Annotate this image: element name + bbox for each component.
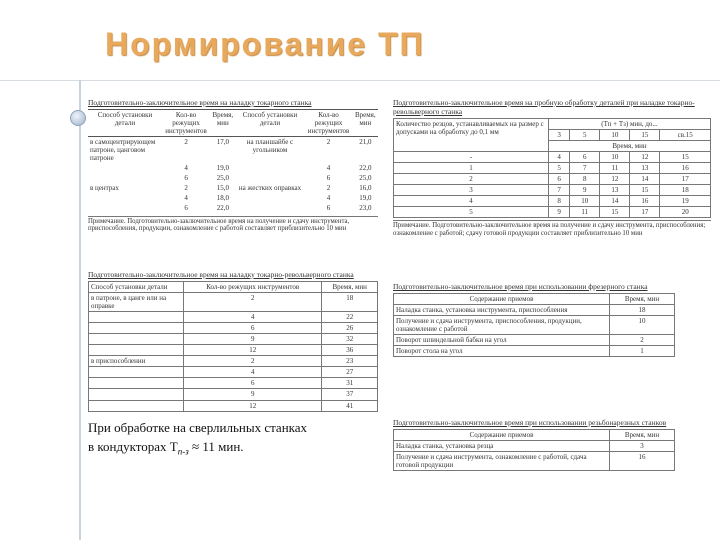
table-cell: Поворот шпиндельной бабки на угол — [394, 335, 610, 346]
drilling-note — [88, 418, 378, 462]
table-cell: 1 — [610, 346, 675, 357]
table-cell: 15,0 — [216, 184, 229, 193]
turret-setup-table — [88, 270, 378, 412]
table-cell: 3 — [610, 441, 675, 452]
col-header: Время, мин — [610, 294, 675, 305]
table-cell — [89, 345, 184, 356]
lathe-setup-table — [88, 98, 378, 233]
table-cell: на жестких оправках — [238, 184, 302, 193]
table-cell: 14 — [600, 196, 630, 207]
table-cell: 17,0 — [216, 138, 229, 147]
table-header-row — [89, 282, 378, 293]
table-cell — [88, 193, 162, 203]
page-title: Нормирование ТП — [105, 26, 425, 62]
table-cell: в самоцентрирующем патроне, цанговом патроне — [90, 138, 156, 163]
col-header: Способ установки детали — [88, 110, 162, 137]
table-cell: 19 — [660, 196, 711, 207]
table-cell: 15 — [660, 152, 711, 163]
turret-trial-note: Примечание. Подготовительно-заключительное время на получение и сдачу инструмента, приспособления; ознакомление с работой; сдачу готовой продукции составляет приблизительно 10 мин — [393, 220, 711, 238]
table-row — [89, 312, 378, 323]
table-cell: 9 — [570, 185, 600, 196]
header-rule — [0, 80, 720, 81]
table-cell: 22,0 — [216, 204, 229, 213]
table-cell: 16 — [610, 452, 675, 471]
table-cell: 22 — [322, 312, 378, 323]
lathe-setup-note: Примечание. Подготовительно-заключительное время на получение и сдачу инструмента, приспособления, продукции, ознакомление с работой составляет приблизительно 10 мин — [88, 216, 378, 234]
table-row — [394, 346, 675, 357]
table-row — [394, 452, 675, 471]
col-header: Способ установки детали — [235, 110, 304, 137]
table-cell — [235, 203, 304, 213]
table-cell: 10 — [600, 152, 630, 163]
milling-caption: Подготовительно-заключительное время при использовании фрезерного станка — [393, 282, 648, 291]
table-cell: 6 — [549, 174, 570, 185]
table-row — [394, 441, 675, 452]
table-cell: 1 — [394, 163, 549, 174]
table-cell — [88, 173, 162, 183]
turret-setup-grid — [88, 281, 378, 412]
table-cell — [89, 378, 184, 389]
turret-trial-caption: Подготовительно-заключительное время на пробную обработку деталей при наладке токарно-револьверного станка — [393, 98, 695, 116]
table-row — [89, 400, 378, 411]
table-cell: 37 — [322, 389, 378, 400]
table-cell: 6 — [184, 378, 322, 389]
table-cell: 6 — [184, 204, 188, 213]
table-cell: 16 — [660, 163, 711, 174]
table-cell: 6 — [326, 204, 331, 213]
table-cell: 6 — [184, 323, 322, 334]
table-cell: Наладка станка, установка инструмента, приспособления — [394, 305, 610, 316]
col-header: Время, мин — [322, 282, 378, 293]
table-cell: 2 — [184, 138, 188, 147]
col-header: Содержание приемов — [394, 294, 610, 305]
table-row — [89, 293, 378, 312]
left-rule — [79, 80, 81, 540]
table-cell: Поворот стола на угол — [394, 346, 610, 357]
table-cell: 5 — [549, 163, 570, 174]
table-cell: 7 — [570, 163, 600, 174]
table-cell: 19,0 — [216, 164, 229, 173]
table-cell — [88, 163, 162, 173]
drilling-note-line2 — [88, 437, 378, 462]
table-row — [89, 323, 378, 334]
table-cell: 7 — [549, 185, 570, 196]
table-cell: 12 — [600, 174, 630, 185]
table-cell: Наладка станка, установка резца — [394, 441, 610, 452]
table-cell: 6 — [184, 174, 188, 183]
table-row — [88, 137, 378, 164]
table-row — [394, 316, 675, 335]
table-cell: 27 — [322, 367, 378, 378]
table-cell: Получение и сдача инструмента, приспособления, продукции, ознакомление с работой — [394, 316, 610, 335]
table-cell: 18,0 — [216, 194, 229, 203]
table-row — [394, 196, 711, 207]
table-cell: 25,0 — [216, 174, 229, 183]
table-cell: 16 — [630, 196, 660, 207]
table-cell — [235, 173, 304, 183]
table-cell: 9 — [184, 389, 322, 400]
table-cell: 13 — [600, 185, 630, 196]
milling-table — [393, 282, 675, 357]
table-cell: 8 — [570, 174, 600, 185]
table-header-row — [394, 119, 711, 130]
table-cell: 21,0 — [359, 138, 372, 147]
col-header: Кол-во режущих инструментов — [162, 110, 210, 137]
table-cell: 13 — [630, 163, 660, 174]
table-cell: 16,0 — [359, 184, 372, 193]
table-cell: 22,0 — [359, 164, 372, 173]
table-cell: 10 — [570, 196, 600, 207]
table-cell: 4 — [184, 194, 188, 203]
table-cell: 4 — [549, 152, 570, 163]
turret-trial-table — [393, 98, 711, 238]
table-cell: 4 — [326, 164, 331, 173]
table-cell: 12 — [184, 345, 322, 356]
table-cell: 5 — [394, 207, 549, 218]
table-row — [394, 305, 675, 316]
table-row — [394, 207, 711, 218]
table-row — [89, 334, 378, 345]
drilling-note-b: ≈ 11 мин. — [188, 439, 244, 454]
table-cell: 4 — [184, 312, 322, 323]
table-row — [394, 152, 711, 163]
table-cell — [235, 163, 304, 173]
table-cell: в центрах — [90, 184, 119, 193]
table-row — [394, 335, 675, 346]
col-header: 5 — [570, 130, 600, 141]
table-cell: 2 — [184, 293, 322, 312]
table-cell: 18 — [610, 305, 675, 316]
table-cell: 6 — [326, 174, 331, 183]
table-cell: 31 — [322, 378, 378, 389]
table-cell: 26 — [322, 323, 378, 334]
table-cell: в патроне, в цанге или на оправке — [89, 293, 184, 312]
table-row — [89, 356, 378, 367]
table-row — [88, 183, 378, 193]
col-header: св.15 — [660, 130, 711, 141]
table-cell: 4 — [184, 367, 322, 378]
table-cell — [89, 400, 184, 411]
table-cell: 10 — [610, 316, 675, 335]
threading-caption: Подготовительно-заключительное время при использовании резьбонарезных станков — [393, 418, 667, 427]
drilling-note-sub: п-з — [177, 446, 189, 457]
table-cell: 20 — [660, 207, 711, 218]
table-cell — [89, 367, 184, 378]
table-cell: 15 — [630, 185, 660, 196]
table-cell: 2 — [184, 356, 322, 367]
table-row — [394, 163, 711, 174]
table-cell: 9 — [549, 207, 570, 218]
col-header: 3 — [549, 130, 570, 141]
table-cell: 36 — [322, 345, 378, 356]
threading-grid — [393, 429, 675, 471]
table-cell: 6 — [570, 152, 600, 163]
col-header: Количество резцов, устанавливаемых на размер с допусками на обработку до 0,1 мм — [394, 119, 549, 152]
table-row — [394, 185, 711, 196]
table-cell: в приспособлении — [89, 356, 184, 367]
table-cell: 14 — [630, 174, 660, 185]
drilling-note-line1: При обработке на сверлильных станках — [88, 420, 308, 435]
table-row — [89, 389, 378, 400]
col-header: Время, мин — [549, 141, 711, 152]
table-cell: 17 — [630, 207, 660, 218]
table-header-row — [394, 430, 675, 441]
table-cell: 12 — [184, 400, 322, 411]
col-header: Содержание приемов — [394, 430, 610, 441]
table-cell — [89, 334, 184, 345]
table-row — [88, 163, 378, 173]
table-cell: 4 — [326, 194, 331, 203]
col-header: 15 — [630, 130, 660, 141]
table-cell: 19,0 — [359, 194, 372, 203]
table-cell: 2 — [326, 184, 331, 193]
bullet-dot — [70, 110, 86, 126]
table-cell: 11 — [570, 207, 600, 218]
table-cell: 3 — [394, 185, 549, 196]
table-cell: 2 — [610, 335, 675, 346]
col-header: Способ установки детали — [89, 282, 184, 293]
table-row — [88, 193, 378, 203]
table-cell: - — [394, 152, 549, 163]
col-header: (Тп + Тз) мин, до... — [549, 119, 711, 130]
turret-setup-caption: Подготовительно-заключительное время на наладку токарно-револьверного станка — [88, 270, 354, 279]
col-header: Время, мин — [210, 110, 235, 137]
table-cell — [88, 203, 162, 213]
table-cell — [89, 389, 184, 400]
table-cell: 15 — [600, 207, 630, 218]
table-cell: 11 — [600, 163, 630, 174]
table-cell: 8 — [549, 196, 570, 207]
table-cell: 23,0 — [359, 204, 372, 213]
table-cell: 4 — [394, 196, 549, 207]
table-cell: 9 — [184, 334, 322, 345]
drilling-note-a: в кондукторах T — [88, 439, 178, 454]
table-cell: 17 — [660, 174, 711, 185]
table-cell — [89, 312, 184, 323]
table-cell: на планшайбе с угольником — [246, 138, 294, 155]
table-row — [89, 367, 378, 378]
table-cell: 4 — [184, 164, 188, 173]
table-cell: 2 — [394, 174, 549, 185]
lathe-setup-caption: Подготовительно-заключительное время на наладку токарного станка — [88, 98, 312, 107]
turret-trial-grid — [393, 118, 711, 218]
table-cell: 2 — [184, 184, 188, 193]
threading-table — [393, 418, 675, 471]
table-header-row — [88, 110, 378, 137]
table-cell: Получение и сдача инструмента, ознакомление с работой, сдача готовой продукции — [394, 452, 610, 471]
table-cell: 25,0 — [359, 174, 372, 183]
table-cell: 23 — [322, 356, 378, 367]
table-cell — [235, 193, 304, 203]
table-row — [89, 345, 378, 356]
table-row — [89, 378, 378, 389]
table-cell: 32 — [322, 334, 378, 345]
table-cell: 12 — [630, 152, 660, 163]
col-header: 10 — [600, 130, 630, 141]
col-header: Время, мин — [353, 110, 378, 137]
table-cell: 18 — [660, 185, 711, 196]
table-header-row — [394, 294, 675, 305]
table-cell — [89, 323, 184, 334]
col-header: Кол-во режущих инструментов — [304, 110, 352, 137]
table-cell: 18 — [322, 293, 378, 312]
col-header: Время, мин — [610, 430, 675, 441]
table-row — [88, 173, 378, 183]
milling-grid — [393, 293, 675, 357]
table-cell: 41 — [322, 400, 378, 411]
table-cell: 2 — [326, 138, 331, 147]
table-row — [394, 174, 711, 185]
col-header: Кол-во режущих инструментов — [184, 282, 322, 293]
lathe-setup-grid — [88, 109, 378, 214]
table-row — [88, 203, 378, 213]
